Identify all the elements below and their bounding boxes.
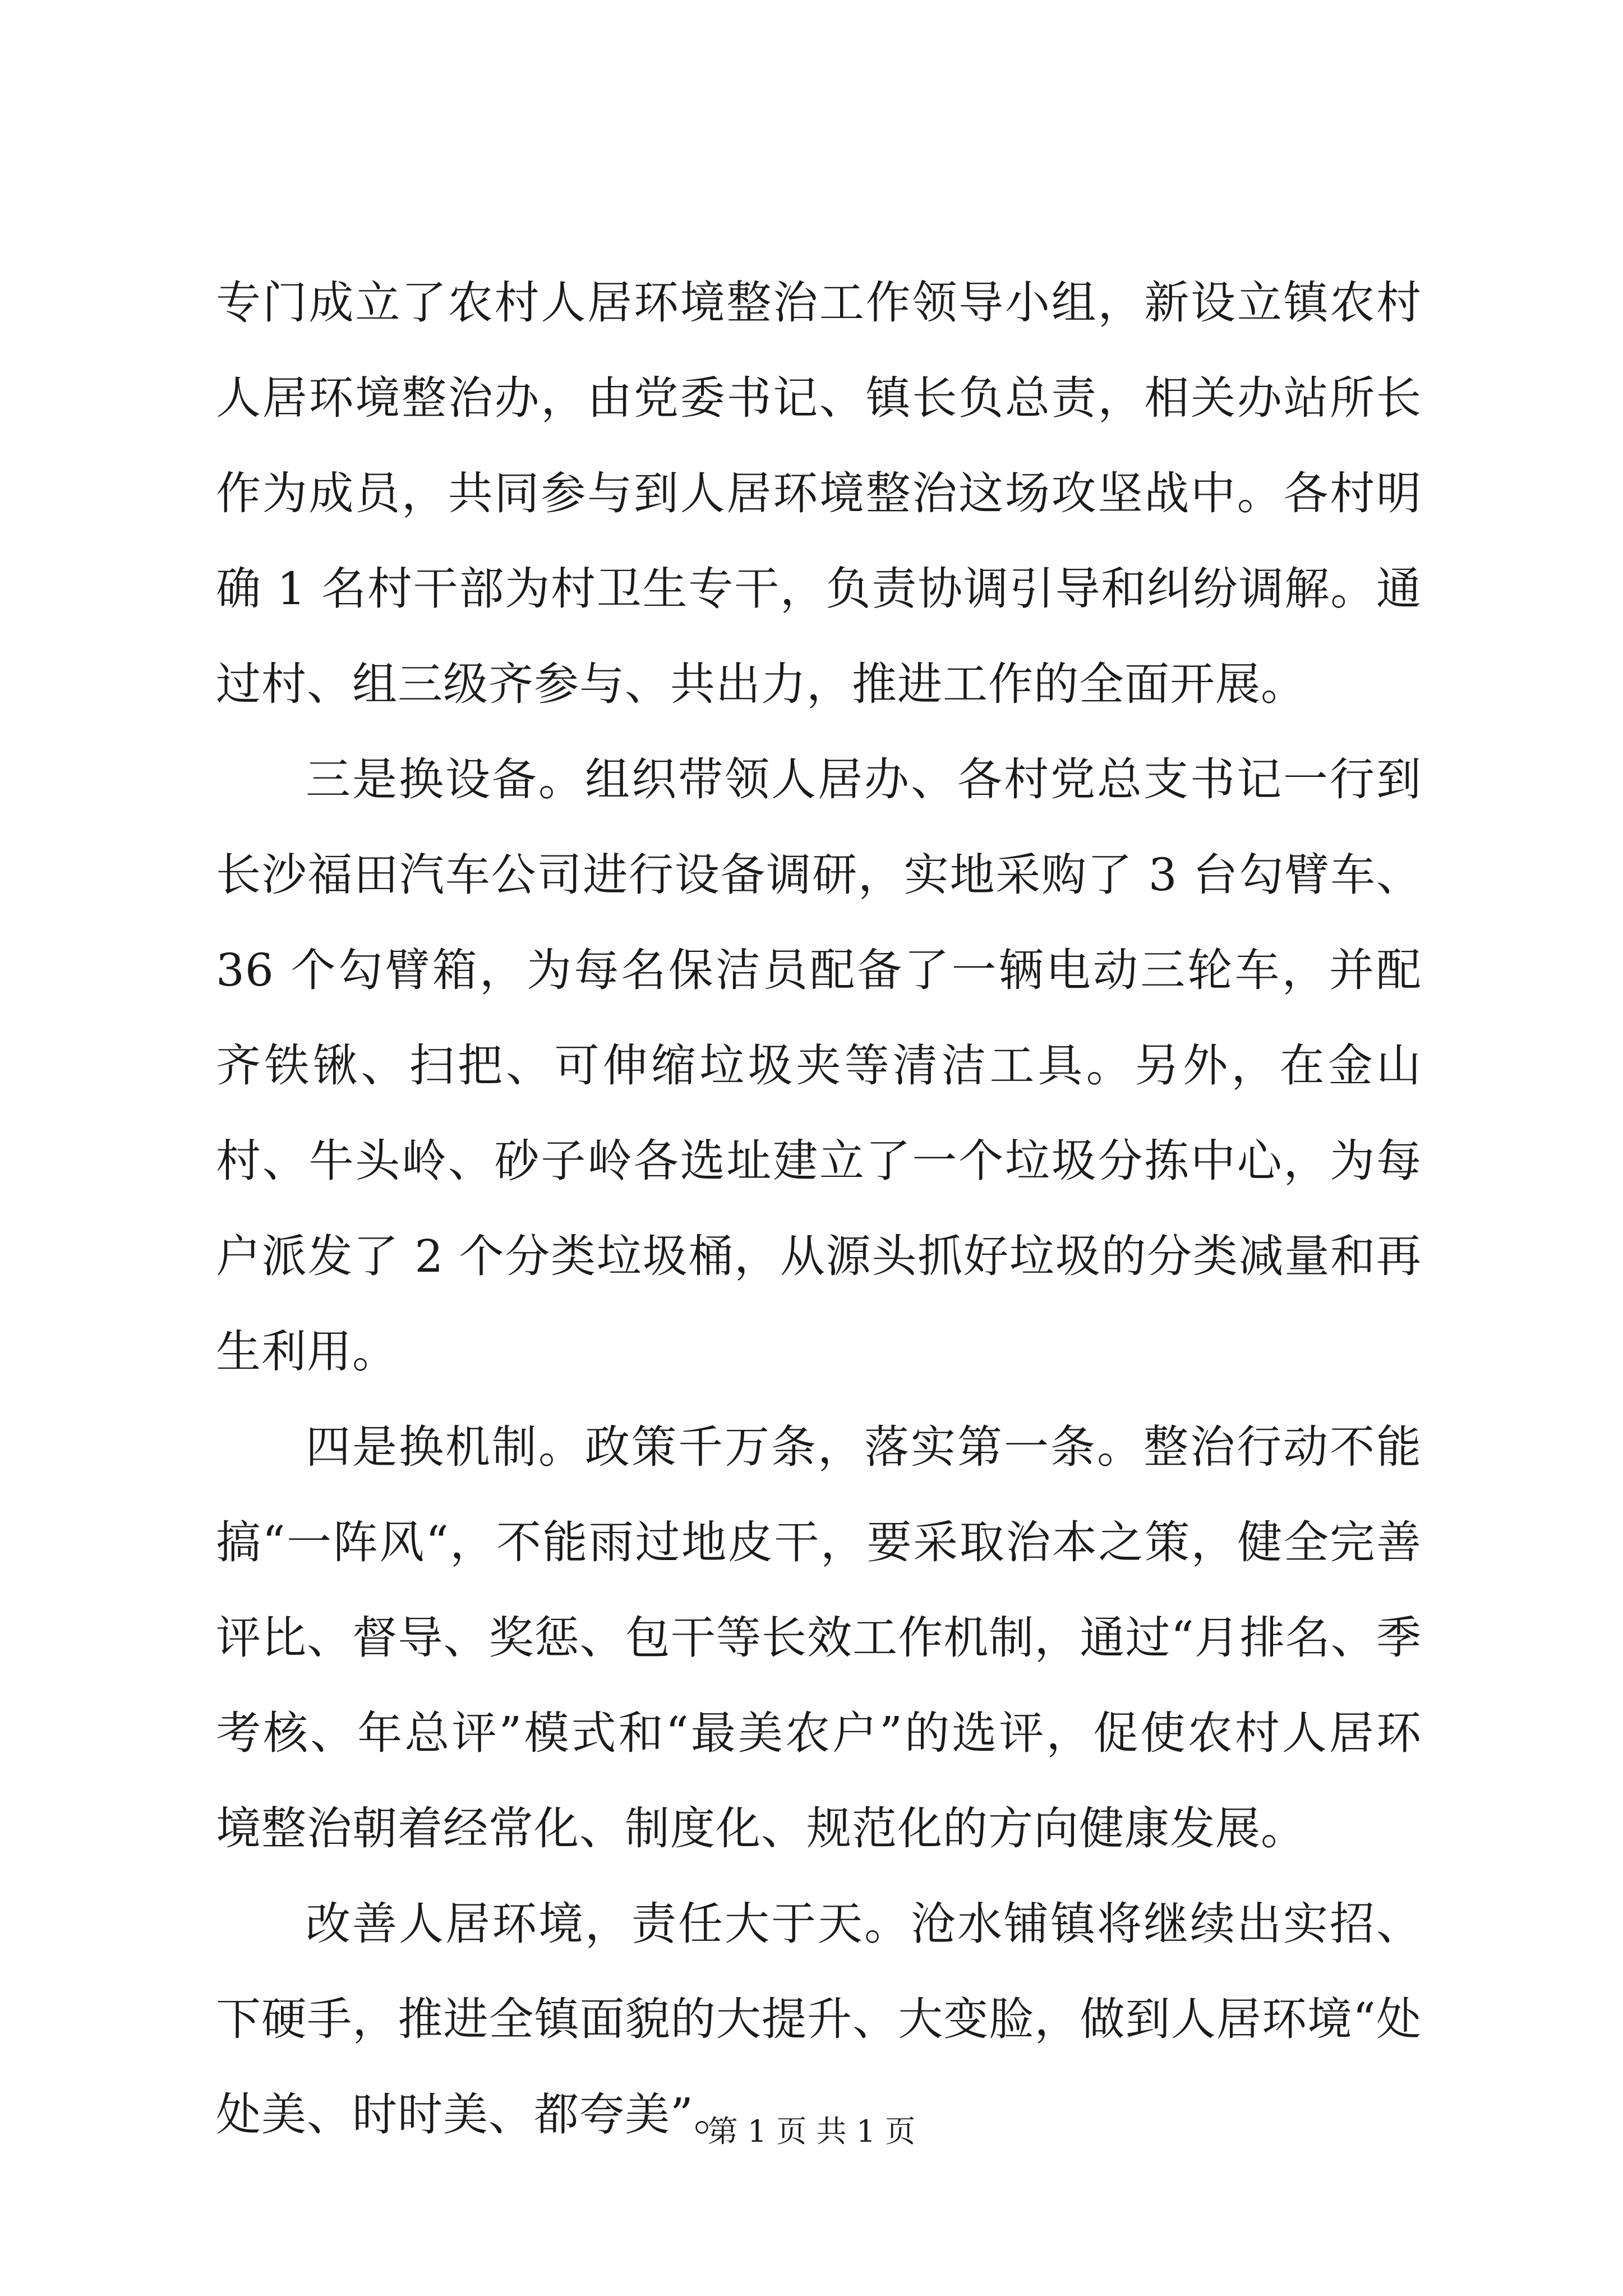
document-body <box>216 255 1422 2162</box>
page-number-footer: 第 1 页 共 1 页 <box>707 2114 916 2149</box>
paragraph-continuation: 专门成立了农村人居环境整治工作领导小组，新设立镇农村人居环境整治办，由党委书记、镇长负总责，相关办站所长作为成员，共同参与到人居环境整治这场攻坚战中。各村明确 1 名村干部为村卫生专干，负责协调引导和纠纷调解。通过村、组三级齐参与、共出力，推进工作的全面开展。 <box>216 277 1422 710</box>
paragraph-conclusion: 改善人居环境，责任大于天。沧水铺镇将继续出实招、下硬手，推进全镇面貌的大提升、大变脸，做到人居环境“处处美、时时美、都夸美”。 <box>216 1898 1422 2141</box>
paragraph-equipment: 三是换设备。组织带领人居办、各村党总支书记一行到长沙福田汽车公司进行设备调研，实地采购了 3 台勾臂车、36 个勾臂箱，为每名保洁员配备了一辆电动三轮车，并配齐铁锹、扫把、可伸缩垃圾夹等清洁工具。另外，在金山村、牛头岭、砂子岭各选址建立了一个垃圾分拣中心，为每户派发了 2 个分类垃圾桶，从源头抓好垃圾的分类减量和再生利用。 <box>216 753 1422 1378</box>
paragraph-mechanism: 四是换机制。政策千万条，落实第一条。整治行动不能搞“一阵风“，不能雨过地皮干，要采取治本之策，健全完善评比、督导、奖惩、包干等长效工作机制，通过“月排名、季考核、年总评”模式和“最美农户”的选评，促使农村人居环境整治朝着经常化、制度化、规范化的方向健康发展。 <box>216 1421 1422 1855</box>
